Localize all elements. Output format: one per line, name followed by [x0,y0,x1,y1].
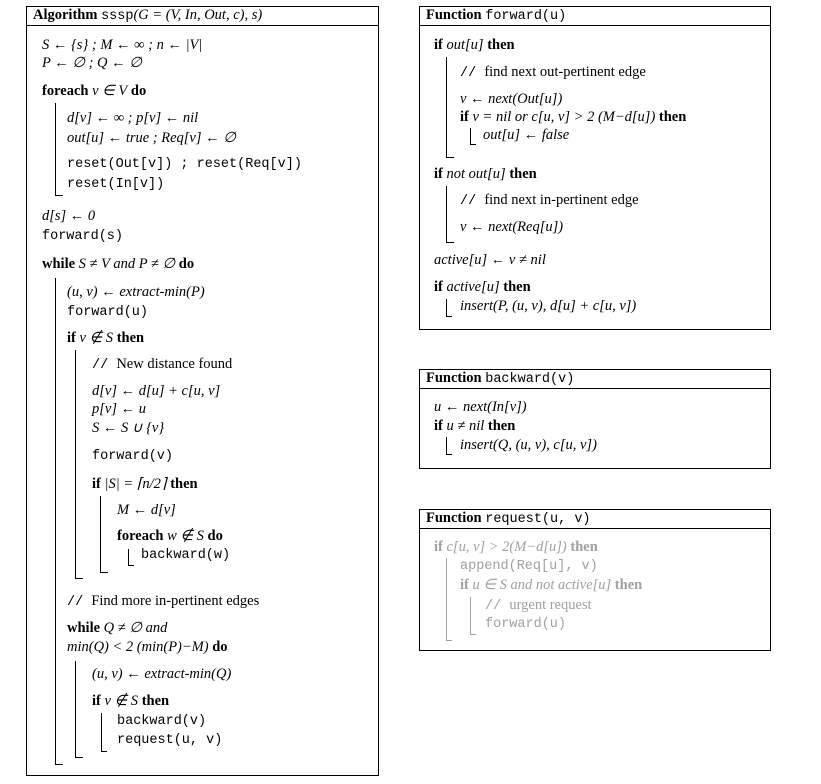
forward-if2-keyword: if [460,109,469,125]
if-condition: v ∉ S [79,330,114,346]
function-request-box [419,509,771,651]
request-if2-bar [470,597,471,634]
while-block-bar [55,278,56,764]
forward-if4-keyword: if [434,279,443,295]
then-keyword: then [116,330,145,346]
request-if1-line [434,539,598,556]
forward-line-3: v ← next(Req[u]) [460,219,564,235]
request-if1-condition: c[u, v] > 2(M−d[u]) [446,539,567,555]
while-keyword: while [42,256,76,272]
if-block-bar [75,350,76,578]
request-then1-keyword: then [570,539,598,555]
request-if2-end [470,634,476,635]
then2-keyword: then [170,476,198,492]
while-condition: S ≠ V and P ≠ ∅ [78,256,176,272]
if2-condition: |S| = ⌈n/2⌉ [104,476,167,492]
request-if1-keyword: if [434,539,443,555]
forward-v-line: forward(v) [92,449,174,464]
forward-if4-condition: active[u] [446,279,500,295]
forward-if1-end [446,157,454,158]
while-line-2: forward(u) [67,305,149,320]
request-line-1: append(Req[u], v) [460,559,598,574]
request-if2-condition: u ∈ S and not active[u] [472,577,612,593]
if-block-end [75,578,83,579]
foreach-block-end [55,195,63,196]
request-if1-end [446,640,452,641]
backward-then-keyword: then [487,418,516,434]
if3-keyword: if [92,693,101,709]
forward-if3-end [446,242,454,243]
request-header [420,510,770,529]
foreach-line-2: out[u] ← true ; Req[v] ← ∅ [67,130,236,146]
algorithm-sssp-box [26,6,379,776]
request-if1-bar [446,558,447,640]
algorithm-name: sssp [101,9,134,24]
while-do-keyword: do [178,256,195,272]
backward-line-1: u ← next(In[v]) [434,399,527,415]
backward-v-line: backward(v) [117,714,207,729]
backward-if-end [446,454,452,455]
while2-condition-b: min(Q) < 2 (min(P)−M) [67,639,209,655]
foreach2-keyword: foreach [117,528,164,544]
while2-block-end [75,757,83,758]
forward-if3-condition: not out[u] [446,166,506,182]
while2-do-keyword: do [212,639,228,655]
algorithm-signature: (G = (V, In, Out, c), s) [133,7,263,23]
request-if2-line [460,577,642,594]
while-line [42,256,194,273]
foreach2-line [117,528,223,545]
init-line-1: S ← {s} ; M ← ∞ ; n ← |V| [42,37,203,53]
algorithm-keyword: Algorithm [33,7,98,23]
forward-if2-bar [470,128,471,144]
backward-line-2: insert(Q, (u, v), c[u, v]) [460,437,597,453]
foreach2-condition: w ∉ S [167,528,204,544]
if3-block-end [101,751,107,752]
forward-then4-keyword: then [503,279,531,295]
request-name: request(u, v) [485,512,591,527]
backward-if-condition: u ≠ nil [446,418,485,434]
request-if2-keyword: if [460,577,469,593]
assign-s: S ← S ∪ {v} [92,420,165,436]
while-block-end [55,764,63,765]
request-then2-keyword: then [614,577,643,593]
request-comment-text: urgent request [509,597,592,613]
foreach-line-4: reset(In[v]) [67,177,165,192]
forward-comment1: // find next out-pertinent edge [460,64,646,81]
request-uv-line: request(u, v) [117,733,223,748]
forward-line-5: insert(P, (u, v), d[u] + c[u, v]) [460,298,637,314]
assign-m: M ← d[v] [117,502,176,518]
while2-block-bar [75,661,76,757]
if2-block-end [100,572,108,573]
comment2-text: Find more in-pertinent edges [91,593,260,609]
request-comment: // urgent request [485,597,592,614]
while2-line-b [67,639,228,656]
foreach2-block-end [128,565,134,566]
forward-line-4: active[u] ← v ≠ nil [434,252,546,268]
forward-if1-bar [446,57,447,157]
foreach2-block-bar [128,549,129,565]
forward-s-line: forward(s) [42,229,124,244]
if3-condition: v ∉ S [104,693,139,709]
if3-line [92,693,169,710]
forward-if3-line [434,166,537,183]
forward-then1-keyword: then [487,37,515,53]
do-keyword: do [130,83,147,99]
forward-header [420,7,770,26]
init-line-2: P ← ∅ ; Q ← ∅ [42,55,142,71]
if2-keyword: if [92,476,101,492]
forward-if4-end [446,316,452,317]
then3-keyword: then [141,693,170,709]
foreach-line-3: reset(Out[v]) ; reset(Req[v]) [67,157,302,172]
request-keyword: Function [426,510,482,526]
backward-if-line [434,418,515,435]
backward-name: backward(v) [485,372,575,387]
forward-if3-keyword: if [434,166,443,182]
init-ds-line: d[s] ← 0 [42,208,96,224]
if2-line [92,476,198,493]
backward-if-keyword: if [434,418,443,434]
assign-p: p[v] ← u [92,401,146,417]
forward-if4-line [434,279,531,296]
do2-keyword: do [207,528,223,544]
function-backward-box [419,369,771,469]
forward-line-1: v ← next(Out[u]) [460,91,563,107]
forward-if2-end [470,144,476,145]
forward-line-2: out[u] ← false [483,127,570,143]
forward-name: forward(u) [485,9,567,24]
comment-new-distance: // New distance found [92,356,233,373]
backward-header [420,370,770,389]
backward-w-line: backward(w) [141,548,231,563]
while2-line-a [67,620,167,637]
comment-text: New distance found [116,356,233,372]
assign-d: d[v] ← d[u] + c[u, v] [92,383,221,399]
forward-keyword: Function [426,7,482,23]
forward-if4-bar [446,299,447,316]
forward-comment2: // find next in-pertinent edge [460,192,639,209]
forward-then2-keyword: then [658,109,687,125]
while2-keyword: while [67,620,101,636]
forward-comment1-text: find next out-pertinent edge [484,64,646,80]
forward-if1-keyword: if [434,37,443,53]
forward-if1-line [434,37,515,54]
if3-block-bar [101,713,102,751]
foreach-block-bar [55,103,56,195]
backward-keyword: Function [426,370,482,386]
backward-if-bar [446,437,447,454]
while2-condition-a: Q ≠ ∅ and [103,620,168,636]
while-line-1: (u, v) ← extract-min(P) [67,284,205,300]
if2-block-bar [100,496,101,572]
if-line [67,330,144,347]
function-forward-box [419,6,771,330]
forward-comment2-text: find next in-pertinent edge [484,192,639,208]
forward-if3-bar [446,186,447,242]
foreach-line [42,83,146,100]
while2-line-1: (u, v) ← extract-min(Q) [92,666,232,682]
foreach-line-1: d[v] ← ∞ ; p[v] ← nil [67,110,199,126]
forward-if2-line [460,109,686,126]
forward-then3-keyword: then [509,166,537,182]
comment-in-pertinent: // Find more in-pertinent edges [67,593,260,610]
request-line-2: forward(u) [485,617,567,632]
foreach-keyword: foreach [42,83,89,99]
forward-if1-condition: out[u] [446,37,484,53]
if-keyword: if [67,330,76,346]
foreach-condition: v ∈ V [92,83,128,99]
forward-if2-condition: v = nil or c[u, v] > 2 (M−d[u]) [472,109,656,125]
algorithm-header [27,7,378,26]
